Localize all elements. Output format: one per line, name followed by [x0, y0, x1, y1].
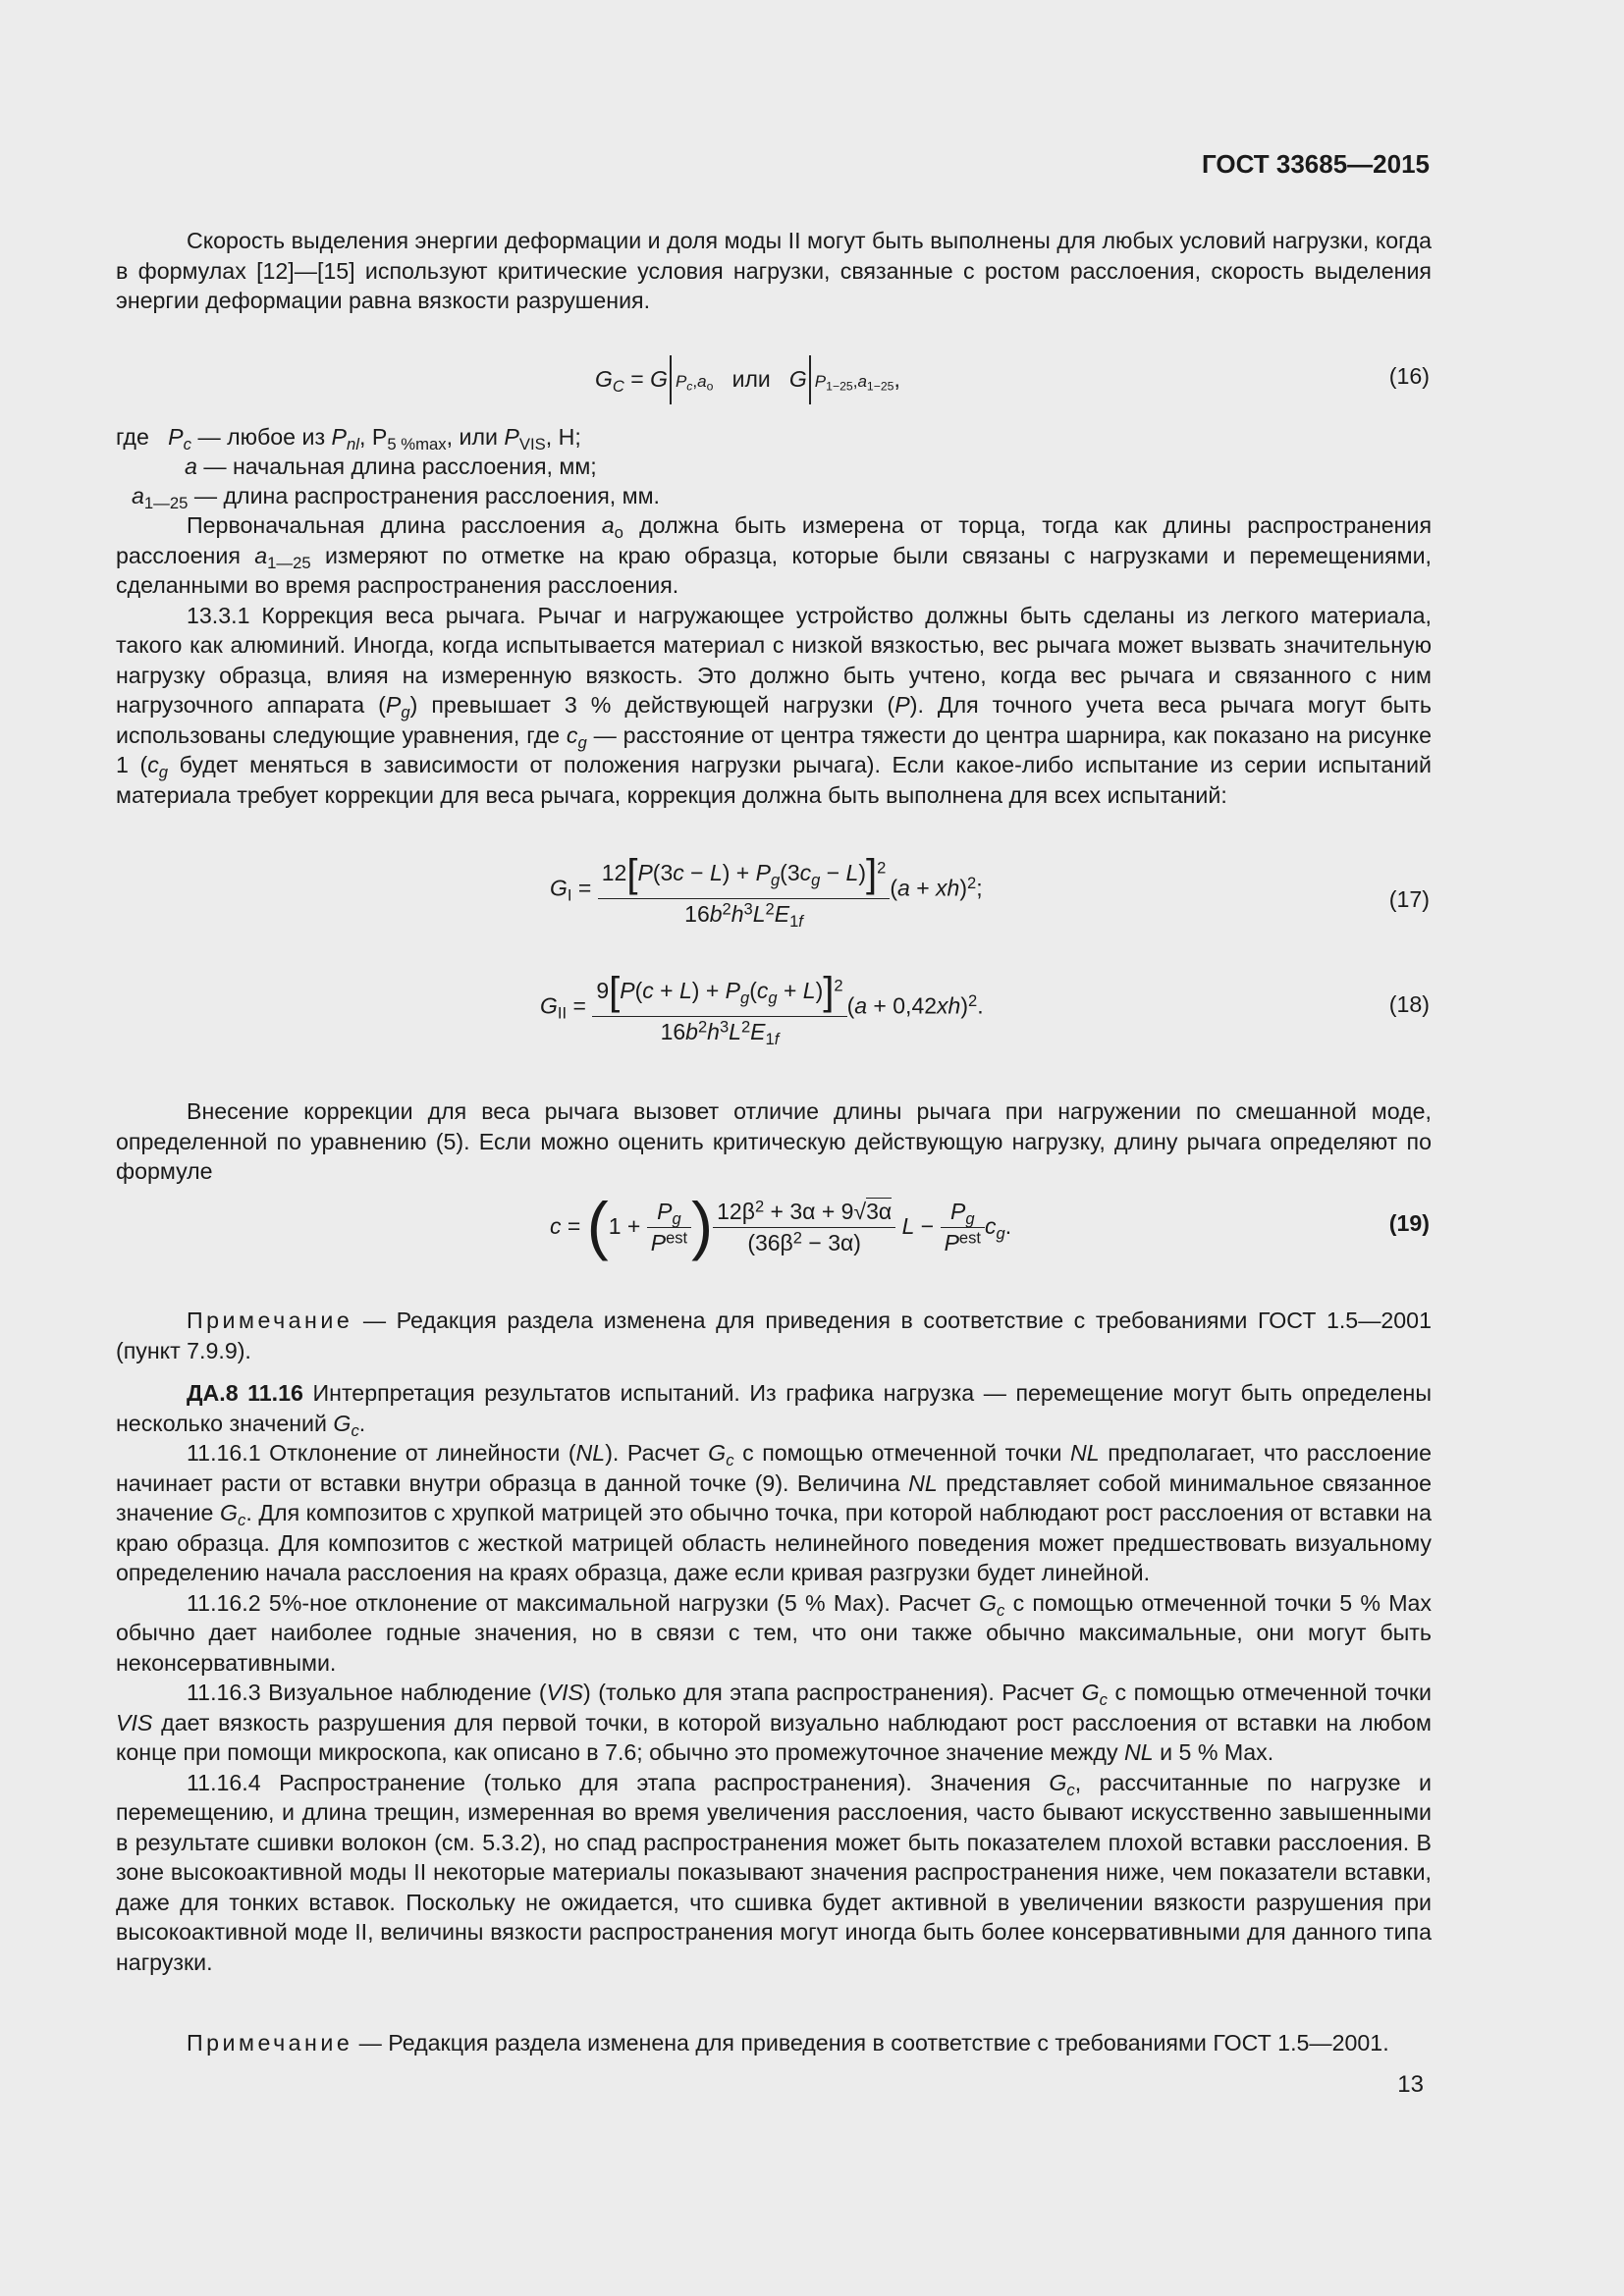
document-header: ГОСТ 33685—2015 [1202, 149, 1430, 179]
paragraph-11-16-3: 11.16.3 Визуальное наблюдение (VIS) (только для этапа распространения). Расчет $G_c$ с помощью отмеченной точки VIS дает вязкость разрушения для первой точки, в которой визуально наблюдают рост расслоения от вставки на любом конце при помощи микроскопа, как описано в 7.6; обычно это промежуточное значение между NL и 5 % Max. [116, 1680, 1432, 1765]
paragraph-11-16-1: 11.16.1 Отклонение от линейности (NL). Расчет $G_c$ с помощью отмеченной точки NL предполагает, что расслоение начинает расти от вставки внутри образца в данной точке (9). Величина NL представляет собой минимальное связанное значение $G_c$. Для композитов с хрупкой матрицей это обычно точка, при которой наблюдают рост расслоения от вставки на краю образца. Для композитов с жесткой матрицей область нелинейного поведения может предшествовать визуальному определению начала расслоения на краях образца, даже если кривая разгрузки будет линейной. [116, 1440, 1433, 1585]
page-number: 13 [1397, 2071, 1424, 2098]
equation-number-19: (19) [1388, 1210, 1430, 1236]
paragraph-initial-length [116, 510, 1432, 810]
paragraph-11-16-4: 11.16.4 Распространение (только для этапа распространения). Значения $G_c$, рассчитанные по нагрузке и перемещению, и длина трещин, измеренная во время увеличения расслоения, часто бывают искусственно завышенными в результате сшивки волокон (см. 5.3.2), но спад распространения может быть показателем плохой вставки расслоения. В зоне высокоактивной моды II некоторые материалы показывают значения распространения ниже, чем показатели вставки, даже для тонких вставок. Поскольку не ожидается, что сшивка будет активной в увеличении вязкости разрушения при высокоактивной моде II, величины вязкости распространения могут иногда быть более консервативными для данного типа нагрузки. [116, 1769, 1432, 1975]
paragraph-intro [116, 226, 1432, 316]
paragraph-text: Первоначальная длина расслоения $a_o$ должна быть измерена от торца, тогда как длины распространения расслоения $a_{1—25}$ измеряют по отметке на краю образца, которые были связаны с нагрузками и перемещениями, сделанными во время распространения расслоения. [116, 512, 1432, 598]
paragraph-11-16-2: 11.16.2 5%-ное отклонение от максимальной нагрузки (5 % Max). Расчет $G_c$ с помощью отмеченной точки 5 % Max обычно дает наиболее годные значения, но в связи с тем, что они также обычно максимальные, они могут быть неконсервативными. [116, 1589, 1432, 1676]
equation-18: $G_{II}$ = $\frac{9[P(c + L) + P_g(c_g + L)]^2}{16b^2h^3L^2E_{1f}}$ $(a + 0,42xh)^2$. [540, 970, 984, 1048]
or-word: или [731, 366, 771, 392]
note-1: Примечание — Редакция раздела изменена для приведения в соответствие с требованиями ГОСТ 1.5—2001 (пункт 7.9.9). [116, 1308, 1432, 1363]
definition-a125: $a_{1—25}$ — длина распространения расслоения, мм. [132, 483, 660, 512]
equation-19: c = (1 + $\frac{P_g}{P^{est}}$ ) $\frac{12\beta^2 + 3\alpha + 9√3\alpha}{(36\beta^2 - 3\alpha)}$ L − $\frac{P_g}{P^{est}}$ $c_g$. [550, 1189, 1012, 1261]
note-2: Примечание — Редакция раздела изменена для приведения в соответствие с требованиями ГОСТ 1.5—2001. [187, 2030, 1389, 2056]
equation-number-17: (17) [1388, 886, 1430, 912]
note-label: Примечание [187, 2030, 353, 2056]
definitions-list [116, 422, 660, 510]
paragraph-text: Скорость выделения энергии деформации и доля моды II могут быть выполнены для любых условий нагрузки, когда в формулах [12]—[15] используют критические условия нагрузки, связанные с ростом расслоения, скорость выделения энергии деформации равна вязкости разрушения. [116, 228, 1432, 313]
equation-number-16: (16) [1388, 363, 1430, 389]
section-interpretation [116, 1378, 1432, 1977]
equation-number-18: (18) [1388, 991, 1430, 1017]
paragraph-lever-length: Внесение коррекции для веса рычага вызовет отличие длины рычага при нагружении по смешанной моде, определенной по уравнению (5). Если можно оценить критическую действующую нагрузку, длину рычага определяют по формуле [116, 1098, 1432, 1184]
definition-a: a — начальная длина расслоения, мм; [185, 454, 597, 479]
fraction: $\frac{9[P(c + L) + P_g(c_g + L)]^2}{16b^2h^3L^2E_{1f}}$ [592, 970, 846, 1045]
fraction: $\frac{12[P(3c - L) + P_g(3c_g - L)]^2}{16b^2h^3L^2E_{1f}}$ [598, 852, 891, 928]
note-label: Примечание [187, 1308, 353, 1333]
paragraph-da8: ДА.8 11.16 Интерпретация результатов испытаний. Из графика нагрузка — перемещение могут быть определены несколько значений $G_c$. [116, 1380, 1433, 1440]
definition-pc: где $P_c$ — любое из $P_{nl}$, $P_{5 \%max}$, или $P_{VIS}$, Н; [116, 424, 581, 454]
equation-17: $G_I$ = $\frac{12[P(3c - L) + P_g(3c_g - L)]^2}{16b^2h^3L^2E_{1f}}$ (a + xh)$^2$; [550, 852, 983, 931]
equation-16: $G_C = G$ $P_c,a_o$ или G $P_{1-25},a_{1-25}$, [595, 355, 900, 404]
paragraph-lever-correction: 13.3.1 Коррекция веса рычага. Рычаг и нагружающее устройство должны быть сделаны из легкого материала, такого как алюминий. Иногда, когда испытывается материал с низкой вязкостью, вес рычага может вызвать значительную нагрузку образца, влияя на измеренную вязкость. Это должно быть учтено, когда вес рычага и связанного с ним нагрузочного аппарата $(P_g)$ превышает 3 % действующей нагрузки (P). Для точного учета веса рычага могут быть использованы следующие уравнения, где $c_g$ — расстояние от центра тяжести до центра шарнира, как показано на рисунке 1 ($c_g$ будет меняться в зависимости от положения нагрузки рычага). Если какое-либо испытание из серии испытаний материала требует коррекции для веса рычага, коррекция должна быть выполнена для всех испытаний: [116, 602, 1432, 808]
